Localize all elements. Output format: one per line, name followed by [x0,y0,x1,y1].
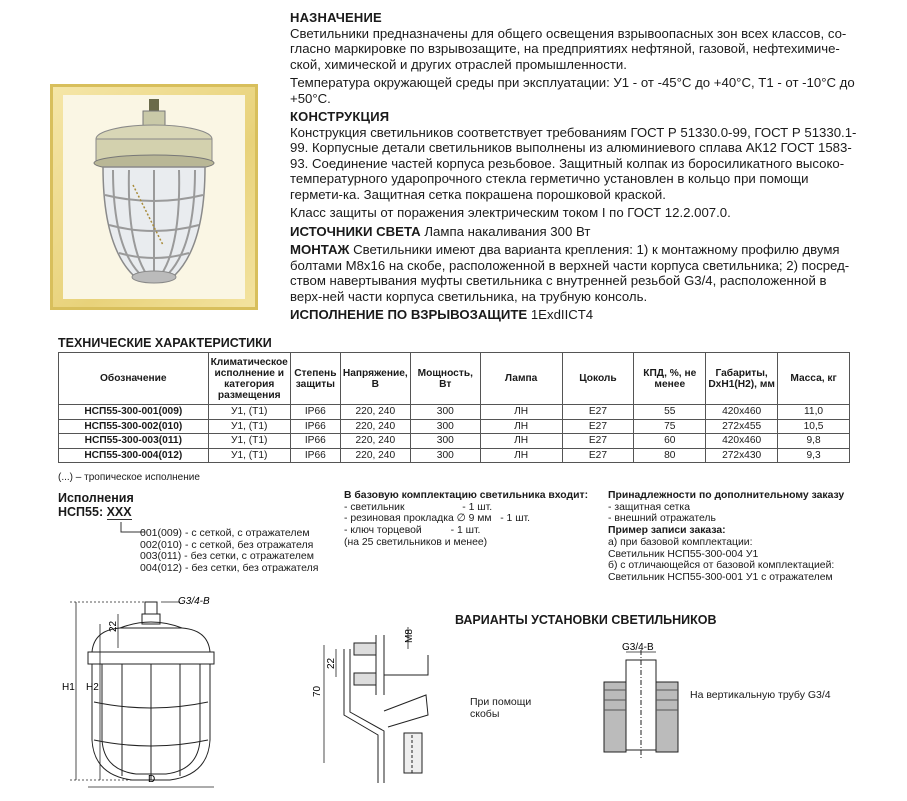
table-cell: 272х455 [706,419,778,434]
light-sources-line [290,224,860,240]
table-row [59,419,850,434]
tropical-note: (...) – тропическое исполнение [58,472,200,483]
table-cell: Е27 [562,434,634,449]
dim-m8: M8 [404,629,415,643]
table-cell: 10,5 [778,419,850,434]
kit-title: В базовую комплектацию светильника входит: [344,490,589,501]
table-cell: У1, (Т1) [208,405,290,420]
accessories-title: Принадлежности по дополнительному заказу [608,490,845,501]
list-item: 003(011) - без сетки, с отражателем [140,550,314,563]
table-cell: IP66 [290,434,340,449]
col-climate: Климатическое исполнение и категория размещения [208,353,290,405]
table-cell: 220, 240 [340,405,410,420]
col-power: Мощность, Вт [410,353,480,405]
table-cell: Е27 [562,448,634,463]
table-cell: 420х460 [706,434,778,449]
table-row [59,448,850,463]
list-item: 004(012) - без сетки, без отражателя [140,561,319,574]
table-cell: ЛН [480,448,562,463]
table-cell: ЛН [480,434,562,449]
dim-22: 22 [108,620,119,632]
dim-h1: H1 [62,682,75,693]
table-cell: У1, (Т1) [208,434,290,449]
table-cell: 55 [634,405,706,420]
spec-header-row [59,353,850,405]
table-cell: 80 [634,448,706,463]
col-designation: Обозначение [59,353,209,405]
temperature-text: Температура окружающей среды при эксплуатации: У1 - от -45°С до +40°С, Т1 - от -10°С до +50°С. [290,75,855,106]
versions-list [140,528,318,574]
table-cell: IP66 [290,419,340,434]
col-voltage: Напряжение, В [340,353,410,405]
bracket-mount-drawing [308,615,448,785]
ex-line [290,307,860,323]
table-cell: НСП55-300-004(012) [59,448,209,463]
luminaire-dimension-drawing [62,590,242,795]
table-cell: 60 [634,434,706,449]
pipe-label: На вертикальную трубу G3/4 [690,689,831,701]
dim-22-bracket: 22 [326,657,337,669]
table-cell: НСП55-300-003(011) [59,434,209,449]
versions-model: НСП55: [58,505,104,519]
intro-section [290,10,860,326]
dim-g34: G3/4-B [178,596,210,607]
table-row [59,434,850,449]
product-photo [63,95,245,299]
list-item: - внешний отражатель [608,513,716,525]
list-item: - защитная сетка [608,501,690,513]
mounting-text: Светильники имеют два варианта крепления: 1) к монтажному профилю двумя болтами М8х16 на скобе, расположенной в верхней части корпуса светильника; 2) посред-ством навертывания муфты светильника с внутренней резьбой G3/4, расположенной в верх-ней части корпуса светильника, на трубную консоль. [290,242,850,304]
table-cell: 420х460 [706,405,778,420]
table-cell: ЛН [480,405,562,420]
ex-heading: ИСПОЛНЕНИЕ ПО ВЗРЫВОЗАЩИТЕ [290,307,528,322]
protection-class-text: Класс защиты от поражения электрическим током I по ГОСТ 12.2.007.0. [290,205,731,220]
versions-block [58,491,134,519]
table-row [59,405,850,420]
col-ip: Степень защиты [290,353,340,405]
table-cell: У1, (Т1) [208,419,290,434]
luminaire-illustration [63,95,245,299]
list-item: Светильник НСП55-300-001 У1 с отражателем [608,571,833,583]
table-cell: ЛН [480,419,562,434]
table-cell: 220, 240 [340,434,410,449]
table-cell: НСП55-300-002(010) [59,419,209,434]
versions-code: ХХХ [106,505,132,519]
pipe-mount-drawing [596,640,686,760]
dim-g34-pipe: G3/4-B [622,642,654,653]
mounting-heading: МОНТАЖ [290,242,350,257]
dim-70: 70 [312,685,323,697]
list-item: Светильник НСП55-300-004 У1 [608,548,759,560]
list-item: - ключ торцевой - 1 шт. [344,525,481,537]
col-efficiency: КПД, %, не менее [634,353,706,405]
tech-title: ТЕХНИЧЕСКИЕ ХАРАКТЕРИСТИКИ [58,336,272,350]
col-dimensions: Габариты, DxH1(H2), мм [706,353,778,405]
table-cell: 11,0 [778,405,850,420]
table-cell: 300 [410,448,480,463]
ex-text: 1ExdIICT4 [530,307,594,322]
list-item: - светильник - 1 шт. [344,501,493,513]
table-cell: 9,3 [778,448,850,463]
bracket-label: При помощи скобы [470,696,532,720]
col-lamp: Лампа [480,353,562,405]
table-cell: У1, (Т1) [208,448,290,463]
construction-heading: КОНСТРУКЦИЯ [290,109,390,124]
base-kit [344,490,594,549]
table-cell: IP66 [290,405,340,420]
versions-title: Исполнения [58,491,134,505]
light-sources-heading: ИСТОЧНИКИ СВЕТА [290,223,421,239]
table-cell: 75 [634,419,706,434]
table-cell: 272х430 [706,448,778,463]
purpose-text: Светильники предназначены для общего освещения взрывоопасных зон всех классов, со-гласно маркировке по взрывозащите, на предприятиях нефтяной, газовой, нефтехимиче-ской, химической и других отраслей промышленности. [290,25,847,72]
list-item: а) при базовой комплектации: [608,536,753,548]
light-sources-text: Лампа накаливания 300 Вт [424,223,591,239]
dim-h2: H2 [86,682,99,693]
table-cell: 300 [410,434,480,449]
col-socket: Цоколь [562,353,634,405]
kit-note: (на 25 светильников и менее) [344,536,488,548]
accessories [608,490,898,584]
table-cell: 220, 240 [340,448,410,463]
spec-table [58,352,850,463]
table-cell: 300 [410,405,480,420]
product-photo-frame [50,84,258,310]
mounting-line [290,242,860,304]
list-item: б) с отличающейся от базовой комплектацией: [608,560,835,572]
table-cell: Е27 [562,405,634,420]
purpose-heading: НАЗНАЧЕНИЕ [290,10,382,25]
versions-model-line [58,505,134,519]
list-item: 001(009) - с сеткой, с отражателем [140,527,310,539]
table-cell: Е27 [562,419,634,434]
variants-title: ВАРИАНТЫ УСТАНОВКИ СВЕТИЛЬНИКОВ [455,613,717,627]
construction-text: Конструкция светильников соответствует требованиям ГОСТ Р 51330.0-99, ГОСТ Р 51330.1-99. Корпусные детали светильников выполнены из алюминиевого сплава АК12 ГОСТ 1583-93. Соединение частей корпуса резьбовое. Защитный колпак из боросиликатного высоко-температурного ударопрочного стекла герметично установлен в кольцо при помощи гермети-ка. Защитная сетка покрашена порошковой краской. [290,124,857,202]
table-cell: 220, 240 [340,419,410,434]
table-cell: IP66 [290,448,340,463]
table-cell: НСП55-300-001(009) [59,405,209,420]
list-item: - резиновая прокладка ∅ 9 мм - 1 шт. [344,513,531,525]
table-cell: 300 [410,419,480,434]
table-cell: 9,8 [778,434,850,449]
dim-d: D [148,774,156,785]
col-mass: Масса, кг [778,353,850,405]
list-item: 002(010) - с сеткой, без отражателя [140,538,314,551]
order-example-title: Пример записи заказа: [608,525,726,537]
